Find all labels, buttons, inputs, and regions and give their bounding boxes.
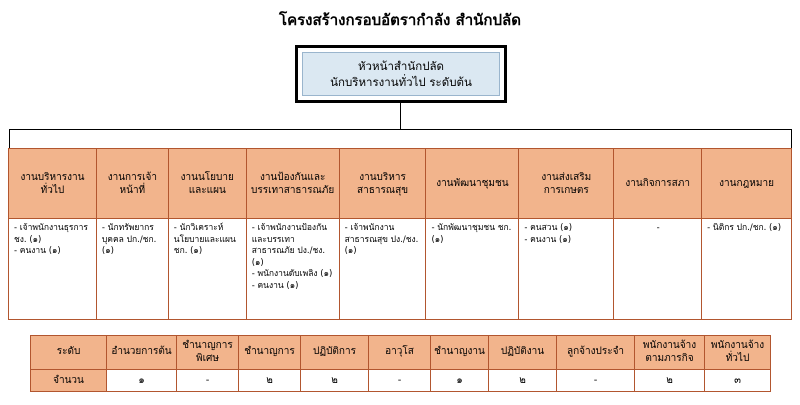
summary-header-cell: ปฏิบัติการ [301,336,369,370]
summary-header-cell: อาวุโส [369,336,431,370]
summary-table-row [31,370,771,392]
org-head-box-inner [302,52,500,96]
department-columns [8,148,792,320]
department-column [340,148,427,320]
department-header [340,149,426,219]
connector-horizontal-main [9,129,791,130]
department-header-label: งานพัฒนาชุมชน [436,178,509,189]
department-body [614,219,701,319]
department-body [9,219,96,319]
connector-drop-1 [9,129,10,148]
summary-header-cell: พนักงานจ้างตามภารกิจ [635,336,705,370]
org-head-box [295,45,507,103]
department-column [169,148,247,320]
department-header [519,149,613,219]
department-header-label: งานการเจ้าหน้าที่ [107,171,157,196]
department-header [97,149,168,219]
summary-header-cell: ลูกจ้างประจำ [557,336,635,370]
summary-cell: ๒ [239,370,301,392]
department-body [340,219,426,319]
department-header [247,149,339,219]
department-header-label: งานบริหารงานทั่วไป [20,171,85,196]
org-head-subtitle: นักบริหารงานทั่วไป ระดับต้น [330,75,472,89]
department-item: - คนงาน (๑) [524,234,572,245]
department-column [519,148,614,320]
summary-cell: ๒ [489,370,557,392]
department-body [702,219,791,319]
department-item: - เจ้าพนักงานสาธารณสุข ปง./ชง. (๑) [344,223,419,256]
summary-row-label: จำนวน [31,370,107,392]
department-item: - พนักงานดับเพลิง (๑) [251,269,333,279]
department-item: - นิติกร ปก./ชก. (๑) [707,223,782,233]
department-body [247,219,339,319]
department-column [247,148,340,320]
department-item: - นักวิเคราะห์นโยบายและแผน ชก. (๑) [173,223,236,256]
department-header-label: งานป้องกันและบรรเทาสาธารณภัย [251,171,335,196]
department-column [426,148,519,320]
department-item: - คนสวน (๑) [524,223,573,233]
department-header-label: งานบริหารสาธารณสุข [357,171,409,196]
department-item: - คนงาน (๑) [251,280,299,291]
org-head-title: หัวหน้าสำนักปลัด [357,59,445,73]
summary-header-cell: พนักงานจ้างทั่วไป [705,336,771,370]
summary-table-header-row [31,336,771,370]
summary-cell: - [557,370,635,392]
department-body [169,219,246,319]
connector-drop-2 [791,129,792,148]
summary-cell: ๒ [301,370,369,392]
department-header-label: งานส่งเสริมการเกษตร [541,171,592,196]
department-body [426,219,518,319]
department-header-label: งานนโยบายและแผน [180,171,234,196]
summary-header-cell: ชำนาญการพิเศษ [177,336,239,370]
department-item: - นักทรัพยากรบุคคล ปก./ชก. (๑) [101,223,157,256]
department-column [97,148,169,320]
department-item: - คนงาน (๑) [14,246,61,256]
department-header-label: งานกฎหมาย [719,178,774,189]
summary-header-cell: ปฏิบัติงาน [489,336,557,370]
summary-table [30,335,771,392]
department-header [702,149,791,219]
department-column [614,148,702,320]
department-header [169,149,246,219]
department-body [97,219,168,319]
department-column [702,148,792,320]
department-header [9,149,96,219]
summary-header-cell: อำนวยการต้น [107,336,177,370]
summary-header-cell: ชำนาญการ [239,336,301,370]
summary-cell: ๑ [431,370,489,392]
department-item: - เจ้าพนักงานป้องกันและบรรเทาสาธารณภัย ปง./ชง. (๑) [251,223,328,268]
department-body [519,219,613,319]
summary-cell: - [177,370,239,392]
connector-vertical-main [400,103,401,129]
summary-cell: - [369,370,431,392]
summary-header-cell: ระดับ [31,336,107,370]
department-item: - เจ้าพนักงานธุรการ ชง. (๑) [14,223,88,245]
summary-cell: ๑ [107,370,177,392]
department-header [426,149,518,219]
summary-cell: ๓ [705,370,771,392]
page-title: โครงสร้างกรอบอัตรากำลัง สำนักปลัด [279,11,521,29]
department-item: - นักพัฒนาชุมชน ชก. (๑) [431,223,512,245]
summary-cell: ๒ [635,370,705,392]
department-header [614,149,701,219]
department-column [9,148,97,320]
department-header-label: งานกิจการสภา [625,178,690,189]
summary-header-cell: ชำนาญงาน [431,336,489,370]
department-item: - [656,223,660,233]
